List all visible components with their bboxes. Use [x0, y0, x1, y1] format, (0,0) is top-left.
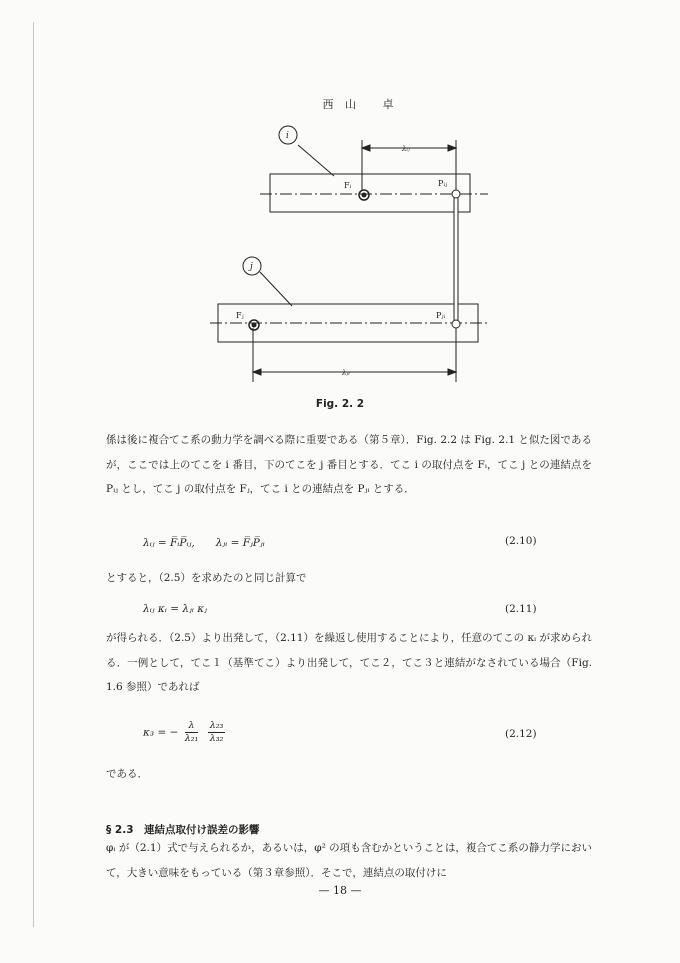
- fraction-2: [208, 720, 226, 745]
- label-i: i: [286, 131, 289, 141]
- label-lambda-ij: λᵢⱼ: [402, 145, 410, 153]
- lever-figure: [0, 0, 680, 400]
- fraction-1-numerator: λ: [185, 720, 199, 733]
- page-number: — 18 —: [318, 884, 362, 897]
- equation-2-10-number: (2.10): [505, 535, 537, 547]
- fraction-2-numerator: λ₂₃: [209, 720, 224, 731]
- section-heading: § 2.3 連結点取付け誤差の影響: [106, 824, 260, 836]
- pin-pij: [452, 190, 460, 198]
- equation-2-11-number: (2.11): [505, 603, 537, 615]
- figure-caption: Fig. 2. 2: [315, 398, 365, 410]
- fraction-1-denominator: λ₂₁: [184, 733, 199, 744]
- author-name: 西 山 卓: [322, 98, 398, 111]
- paragraph-3: が得られる．（2.5）より出発して，（2.11）を繰返し使用することにより，任意のてこの κᵢ が求められる．一例として，てこ１（基準てこ）より出発して，てこ２，てこ３と連結がなされている場合（Fig. 1.6 参照）であれば: [106, 632, 592, 693]
- label-lambda-ji: λⱼᵢ: [342, 369, 350, 377]
- equation-2-10: λᵢⱼ = F̅ᵢP̅ᵢⱼ, λⱼᵢ = F̅ⱼP̅ⱼᵢ: [143, 537, 265, 549]
- paragraph-5: φᵢ が（2.1）式で与えられるか，あるいは，φ² の項も含むかということは，複合てこ系の静力学において，大きい意味をもっている（第３章参照）．そこで，連結点の取付けに: [106, 842, 592, 879]
- label-fi: Fᵢ: [344, 181, 352, 190]
- label-j: j: [250, 262, 253, 272]
- label-fj: Fⱼ: [236, 311, 244, 320]
- paragraph-4: である．: [106, 768, 148, 780]
- pin-pji: [452, 320, 460, 328]
- fraction-2-denominator: λ₃₂: [209, 733, 224, 744]
- equation-2-12-lhs: κ₃ = −: [143, 726, 179, 739]
- label-pij: Pᵢⱼ: [438, 179, 448, 188]
- label-pji: Pⱼᵢ: [436, 311, 446, 320]
- connecting-link: [454, 194, 458, 324]
- paragraph-2: とすると，（2.5）を求めたのと同じ計算で: [106, 572, 307, 584]
- paragraph-1: 係は後に複合てこ系の動力学を調べる際に重要である（第５章）．Fig. 2.2 は Fig. 2.1 と似た図であるが，ここでは上のてこを i 番目，下のてこを j 番目とする．てこ i の取付点を Fᵢ，てこ j との連結点を Pᵢⱼ とし，てこ j の取付点を Fⱼ，てこ i との連結点を Pⱼᵢ とする．: [106, 434, 592, 495]
- equation-2-12: [143, 720, 228, 745]
- equation-2-11: λᵢⱼ κᵢ = λⱼᵢ κⱼ: [143, 603, 207, 615]
- equation-2-12-number: (2.12): [505, 728, 537, 740]
- fraction-1: [185, 720, 199, 745]
